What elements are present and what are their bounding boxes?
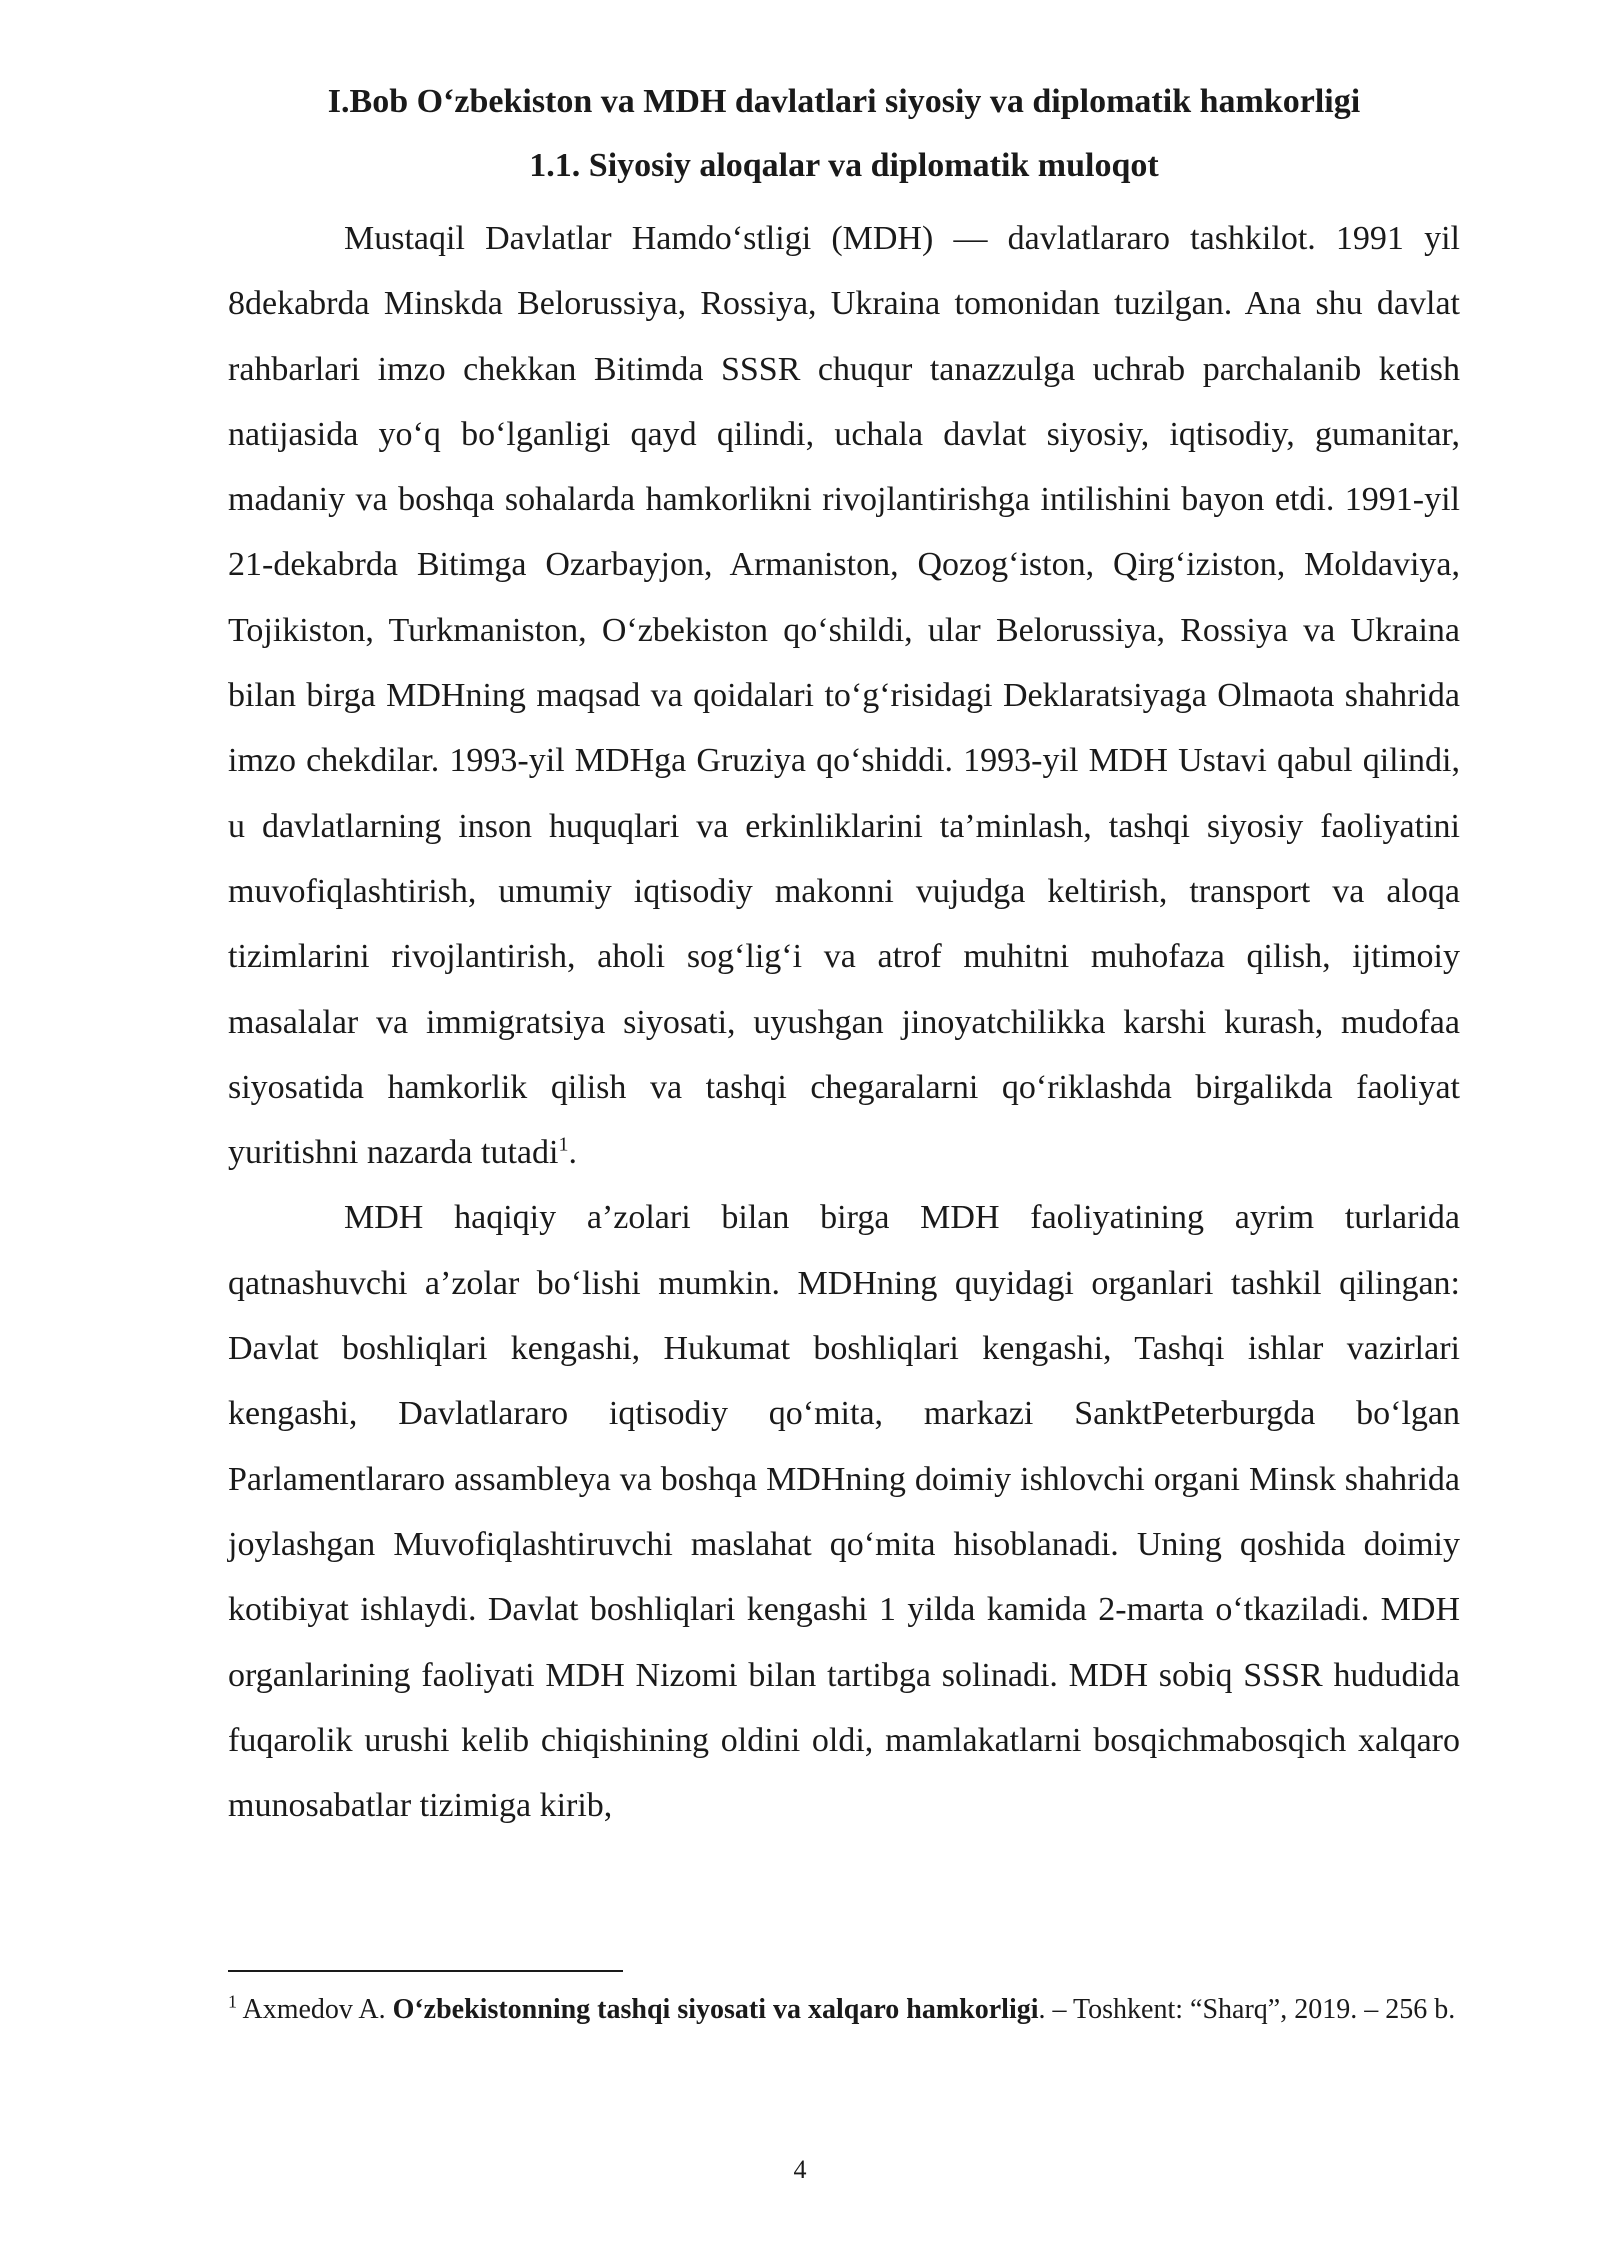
footnote-separator	[228, 1970, 623, 1972]
body-text	[228, 206, 1460, 1838]
paragraph-1-end: .	[568, 1134, 577, 1172]
footnote-title: O‘zbekistonning tashqi siyosati va xalqaro hamkorligi	[392, 1994, 1039, 2025]
footnote	[228, 1992, 1460, 2028]
section-title: 1.1. Siyosiy aloqalar va diplomatik muloqot	[529, 147, 1159, 184]
paragraph-2-text: MDH haqiqiy a’zolari bilan birga MDH faoliyatining ayrim turlarida qatnashuvchi a’zolar bo‘lishi mumkin. MDHning quyidagi organlari tashkil qilingan: Davlat boshliqlari kengashi, Hukumat boshliqlari kengashi, Tashqi ishlar vazirlari kengashi, Davlatlararo iqtisodiy qo‘mita, markazi SanktPeterburgda bo‘lgan Parlamentlararo assambleya va boshqa MDHning doimiy ishlovchi organi Minsk shahrida joylashgan Muvofiqlashtiruvchi maslahat qo‘mita hisoblanadi. Uning qoshida doimiy kotibiyat ishlaydi. Davlat boshliqlari kengashi 1 yilda kamida 2-marta o‘tkaziladi. MDH organlarining faoliyati MDH Nizomi bilan tartibga solinadi. MDH sobiq SSSR hududida fuqarolik urushi kelib chiqishining oldini oldi, mamlakatlarni bosqichmabosqich xalqaro munosabatlar tizimiga kirib,	[228, 1199, 1460, 1825]
page-number: 4	[793, 2155, 807, 2184]
paragraph-2	[228, 1185, 1460, 1838]
paragraph-1-text: Mustaqil Davlatlar Hamdo‘stligi (MDH) — davlatlararo tashkilot. 1991 yil 8dekabrda Minskda Belorussiya, Rossiya, Ukraina tomonidan tuzilgan. Ana shu davlat rahbarlari imzo chekkan Bitimda SSSR chuqur tanazzulga uchrab parchalanib ketish natijasida yo‘q bo‘lganligi qayd qilindi, uchala davlat siyosiy, iqtisodiy, gumanitar, madaniy va boshqa sohalarda hamkorlikni rivojlantirishga intilishini bayon etdi. 1991-yil 21-dekabrda Bitimga Ozarbayjon, Armaniston, Qozog‘iston, Qirg‘iziston, Moldaviya, Tojikiston, Turkmaniston, O‘zbekiston qo‘shildi, ular Belorussiya, Rossiya va Ukraina bilan birga MDHning maqsad va qoidalari to‘g‘risidagi Deklaratsiyaga Olmaota shahrida imzo chekdilar. 1993-yil MDHga Gruziya qo‘shiddi. 1993-yil MDH Ustavi qabul qilindi, u davlatlarning inson huquqlari va erkinliklarini ta’minlash, tashqi siyosiy faoliyatini muvofiqlashtirish, umumiy iqtisodiy makonni vujudga keltirish, transport va aloqa tizimlarini rivojlantirish, aholi sog‘lig‘i va atrof muhitni muhofaza qilish, ijtimoiy masalalar va immigratsiya siyosati, uyushgan jinoyatchilikka karshi kurash, mudofaa siyosatida hamkorlik qilish va tashqi chegaralarni qo‘riklashda birgalikda faoliyat yuritishni nazarda tutadi	[228, 220, 1460, 1172]
footnote-author: Axmedov A.	[242, 1994, 386, 2025]
chapter-title: I.Bob O‘zbekiston va MDH davlatlari siyosiy va diplomatik hamkorligi	[327, 83, 1361, 120]
footnote-rest: . – Toshkent: “Sharq”, 2019. – 256 b.	[1038, 1994, 1456, 2025]
footnote-reference[interactable]: 1	[558, 1133, 569, 1156]
footnote-number: 1	[228, 1991, 237, 2012]
paragraph-1	[228, 206, 1460, 1185]
